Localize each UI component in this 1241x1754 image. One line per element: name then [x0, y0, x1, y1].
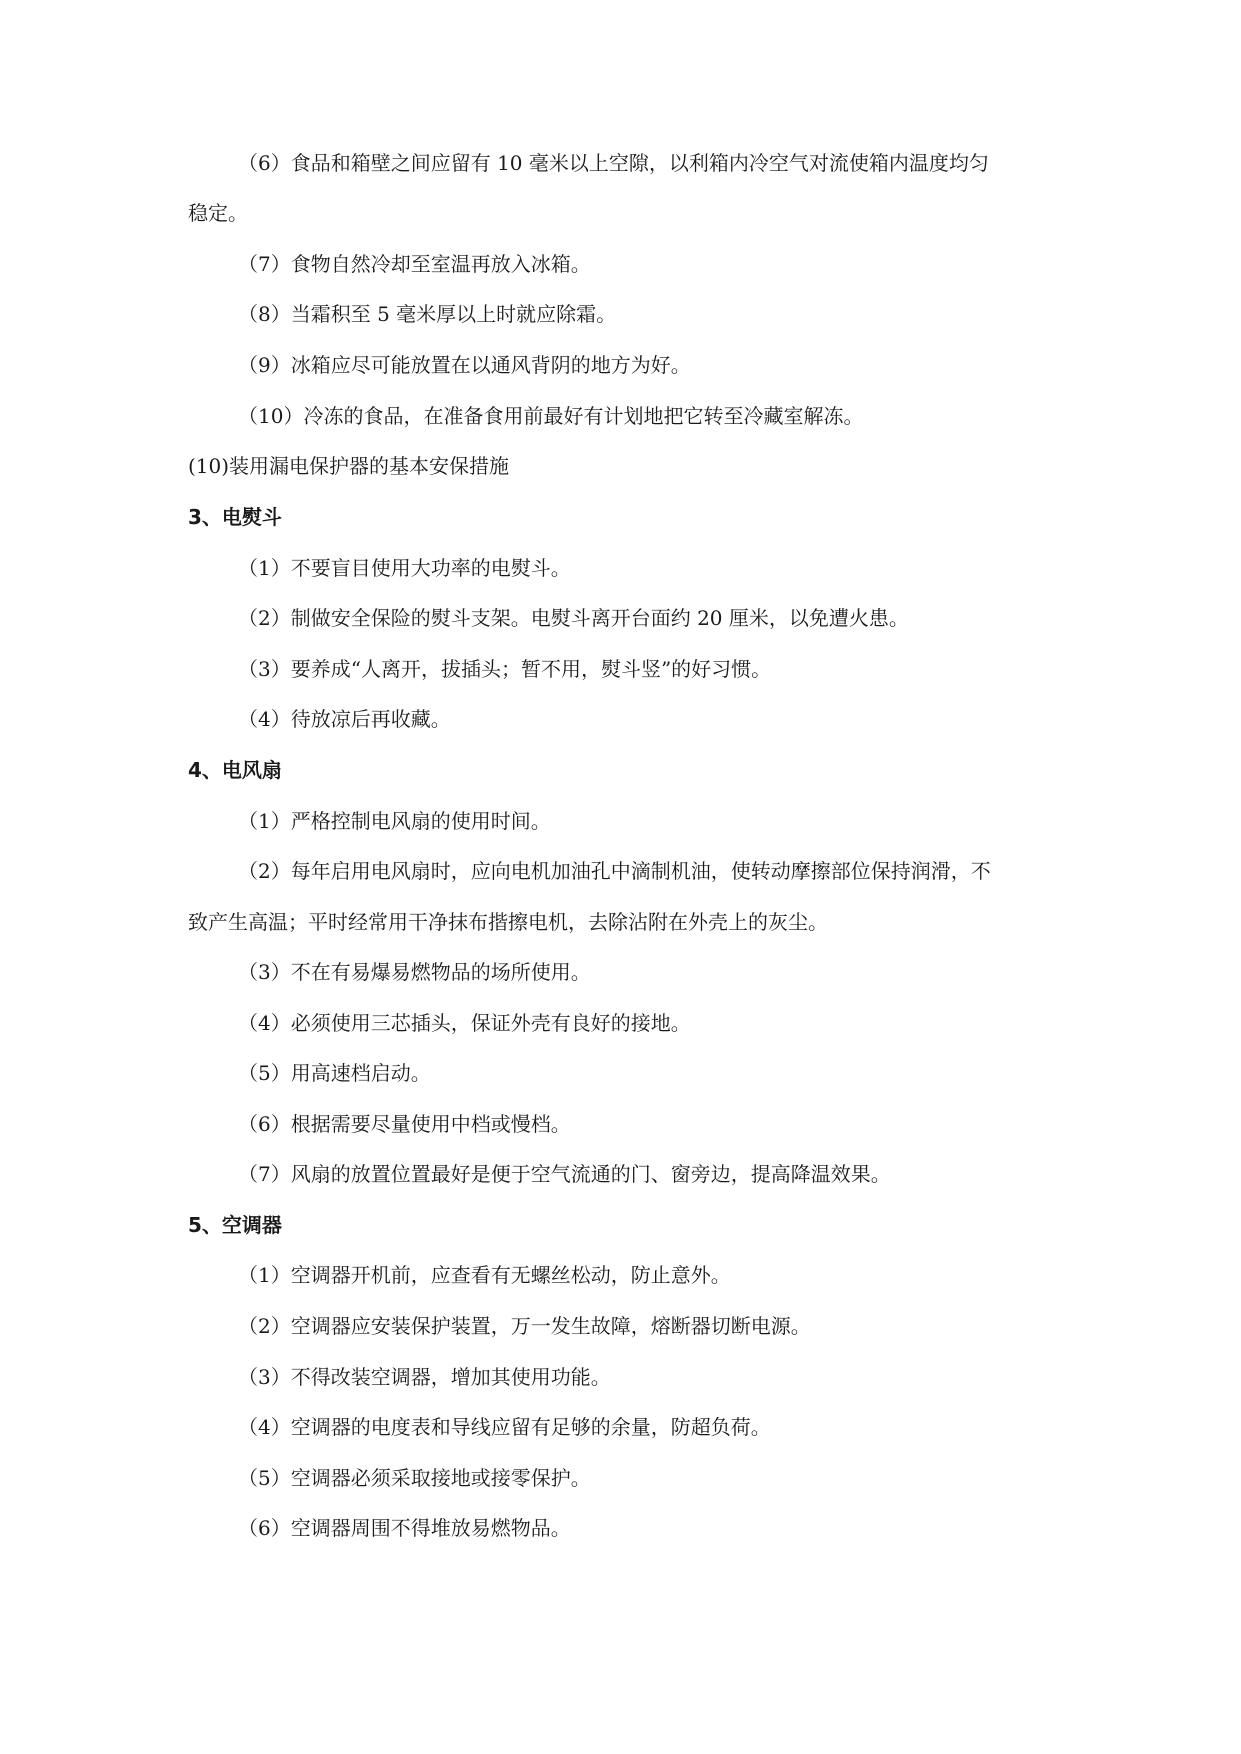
ac-item-1: （1）空调器开机前，应查看有无螺丝松动，防止意外。: [238, 1263, 731, 1287]
iron-item-3: （3）要养成“人离开，拔插头；暂不用，熨斗竖”的好习惯。: [238, 657, 772, 681]
fan-item-5: （5）用高速档启动。: [238, 1061, 431, 1085]
ac-item-5: （5）空调器必须采取接地或接零保护。: [238, 1466, 591, 1490]
fridge-item-9: （9）冰箱应尽可能放置在以通风背阴的地方为好。: [238, 353, 691, 377]
iron-item-2: （2）制做安全保险的熨斗支架。电熨斗离开台面约 20 厘米，以免遭火患。: [238, 606, 909, 630]
fan-item-4: （4）必须使用三芯插头，保证外壳有良好的接地。: [238, 1011, 691, 1035]
fridge-item-6-continued: 稳定。: [188, 201, 248, 225]
leakage-protector-line: (10)装用漏电保护器的基本安保措施: [188, 454, 510, 478]
ac-item-6: （6）空调器周围不得堆放易燃物品。: [238, 1516, 571, 1540]
fridge-item-6: （6）食品和箱壁之间应留有 10 毫米以上空隙，以利箱内冷空气对流使箱内温度均匀: [238, 151, 989, 175]
ac-item-2: （2）空调器应安装保护装置，万一发生故障，熔断器切断电源。: [238, 1314, 811, 1338]
fan-item-6: （6）根据需要尽量使用中档或慢档。: [238, 1112, 571, 1136]
section-heading-air-conditioner: 5、空调器: [188, 1213, 282, 1237]
section-heading-fan: 4、电风扇: [188, 758, 282, 782]
iron-item-1: （1）不要盲目使用大功率的电熨斗。: [238, 556, 571, 580]
fridge-item-8: （8）当霜积至 5 毫米厚以上时就应除霜。: [238, 302, 617, 326]
fan-item-1: （1）严格控制电风扇的使用时间。: [238, 809, 551, 833]
fridge-item-7: （7）食物自然冷却至室温再放入冰箱。: [238, 252, 591, 276]
fan-item-2-continued: 致产生高温；平时经常用干净抹布揩擦电机，去除沾附在外壳上的灰尘。: [188, 910, 828, 934]
fan-item-2: （2）每年启用电风扇时，应向电机加油孔中滴制机油，使转动摩擦部位保持润滑，不: [238, 859, 991, 883]
ac-item-3: （3）不得改装空调器，增加其使用功能。: [238, 1365, 611, 1389]
fan-item-7: （7）风扇的放置位置最好是便于空气流通的门、窗旁边，提高降温效果。: [238, 1162, 891, 1186]
fan-item-3: （3）不在有易爆易燃物品的场所使用。: [238, 960, 591, 984]
fridge-item-10: （10）冷冻的食品，在准备食用前最好有计划地把它转至冷藏室解冻。: [238, 404, 864, 428]
iron-item-4: （4）待放凉后再收藏。: [238, 707, 451, 731]
section-heading-iron: 3、电熨斗: [188, 505, 282, 529]
ac-item-4: （4）空调器的电度表和导线应留有足够的余量，防超负荷。: [238, 1415, 771, 1439]
